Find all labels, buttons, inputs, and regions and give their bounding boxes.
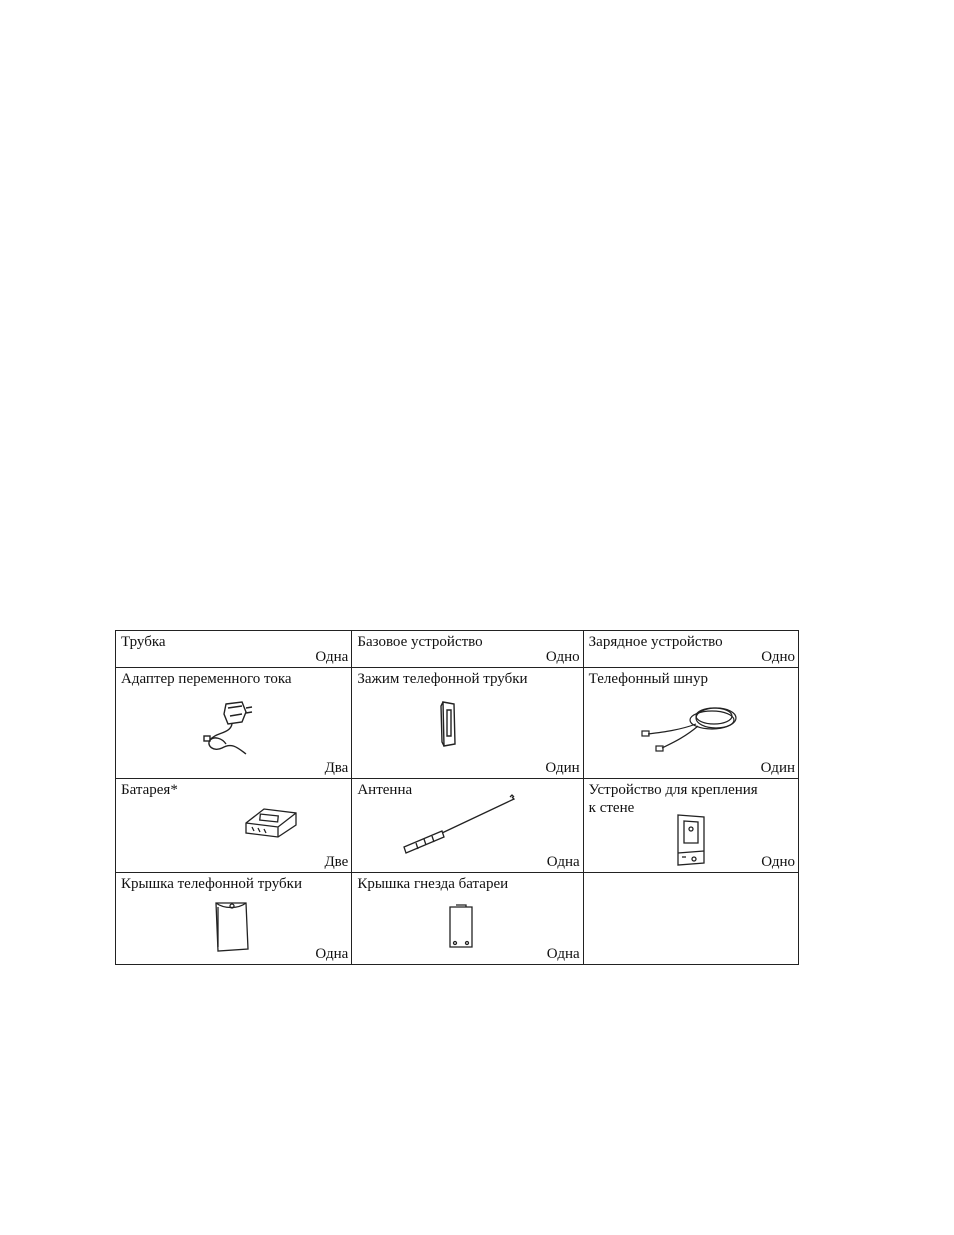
item-name: Трубка <box>121 634 166 650</box>
item-name: Крышка телефонной трубки <box>121 876 302 892</box>
item-quantity: Один <box>545 760 580 776</box>
item-quantity: Два <box>324 760 349 776</box>
item-quantity: Одно <box>545 649 580 665</box>
item-cell-battery <box>116 779 352 873</box>
ac-adapter-icon <box>202 698 262 758</box>
item-quantity: Одно <box>761 854 795 870</box>
table-row <box>116 668 799 779</box>
package-contents-table <box>115 630 799 965</box>
battery-icon <box>242 805 300 841</box>
table-row <box>116 631 799 668</box>
handset-cover-icon <box>212 899 252 955</box>
empty-cell <box>583 873 798 965</box>
battery-cover-icon <box>446 903 476 951</box>
item-cell-wall-mount <box>583 779 798 873</box>
item-name: Зажим телефонной трубки <box>357 671 528 687</box>
item-quantity: Одна <box>315 946 349 962</box>
item-name: Адаптер переменного тока <box>121 671 292 687</box>
item-name: Устройство для крепления к стене <box>588 782 758 816</box>
item-quantity: Одна <box>546 946 580 962</box>
telephone-cord-icon <box>640 698 740 754</box>
item-name: Крышка гнезда батареи <box>357 876 509 892</box>
item-cell-ac-adapter <box>116 668 352 779</box>
item-name: Зарядное устройство <box>588 634 723 650</box>
item-quantity: Одно <box>761 649 795 665</box>
item-quantity: Две <box>324 854 349 870</box>
item-cell-antenna <box>352 779 583 873</box>
item-name: Телефонный шнур <box>588 671 708 687</box>
item-name: Базовое устройство <box>357 634 483 650</box>
item-quantity: Один <box>760 760 795 776</box>
antenna-icon <box>402 793 518 855</box>
item-cell-charger <box>583 631 798 668</box>
item-quantity: Одна <box>546 854 580 870</box>
wall-mount-icon <box>674 813 710 867</box>
item-cell-handset-cover <box>116 873 352 965</box>
item-name: Батарея* <box>121 782 178 798</box>
table-row <box>116 873 799 965</box>
belt-clip-icon <box>440 700 458 748</box>
item-cell-base-unit <box>352 631 583 668</box>
item-cell-battery-cover <box>352 873 583 965</box>
item-name: Антенна <box>357 782 413 798</box>
item-quantity: Одна <box>315 649 349 665</box>
item-cell-telephone-cord <box>583 668 798 779</box>
item-cell-handset <box>116 631 352 668</box>
item-cell-belt-clip <box>352 668 583 779</box>
table-row <box>116 779 799 873</box>
